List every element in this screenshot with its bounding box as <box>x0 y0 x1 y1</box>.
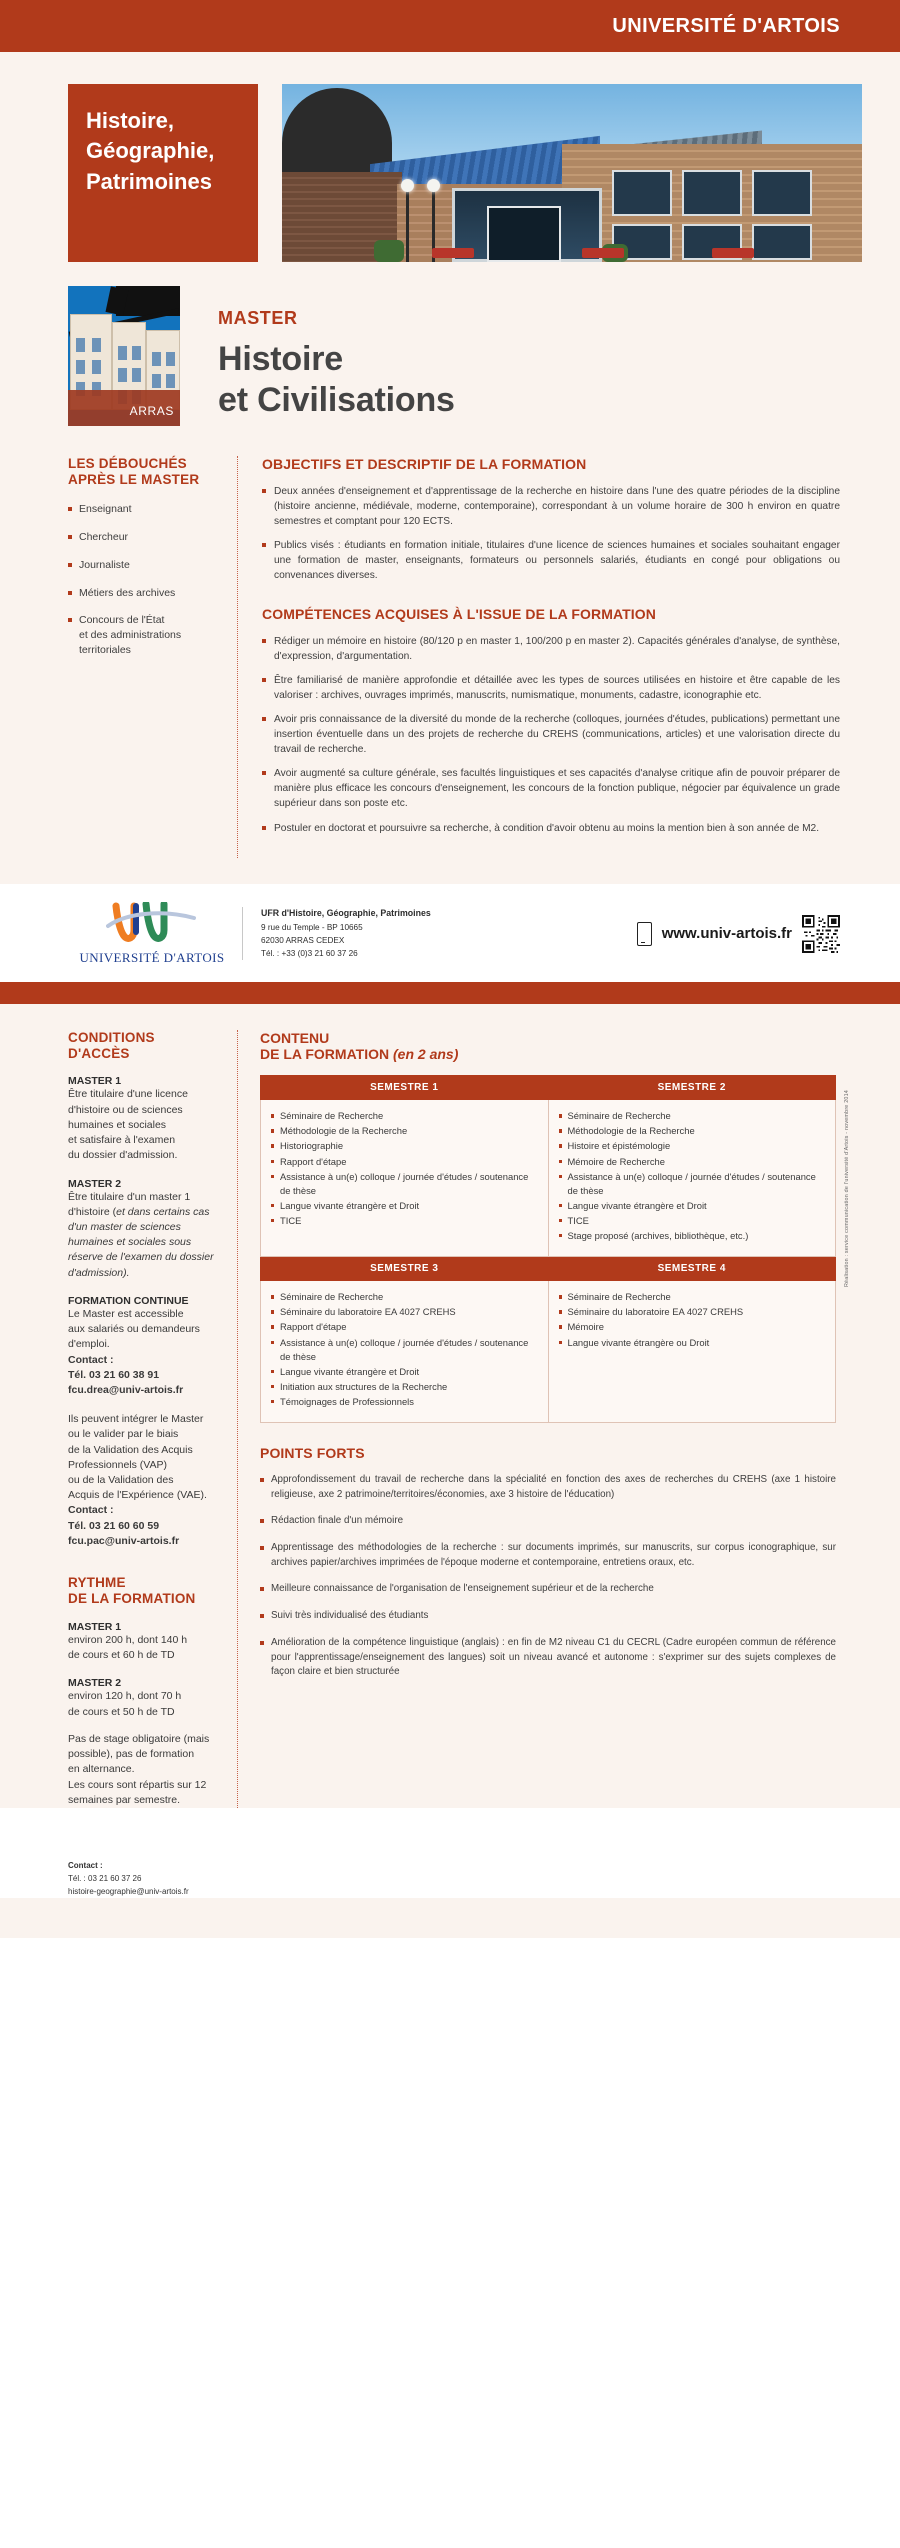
semester-header: SEMESTRE 4 <box>548 1257 836 1281</box>
fc-phone: Tél. 03 21 60 38 91 <box>68 1368 160 1381</box>
semester-course-list <box>271 1290 538 1409</box>
page-one <box>0 0 900 1004</box>
points-forts-item: Meilleure connaissance de l'organisation de l'enseignement supérieur et de la recherche <box>260 1582 836 1597</box>
page-two-main <box>238 1029 850 1808</box>
objectifs-item: Publics visés : étudiants en formation initiale, titulaires d'une licence de sciences humaines et sociales souhaitant engager une formation de master, enseignants, formateurs ou personnels salariés, étudiants en congé pour obligations ou convenances diverses. <box>262 538 840 583</box>
fc-contact-label: Contact : <box>68 1353 114 1366</box>
semester-course-item: Assistance à un(e) colloque / journée d'études / soutenance de thèse <box>271 1170 538 1198</box>
semester-course-item: Méthodologie de la Recherche <box>271 1124 538 1138</box>
semester-course-item: Séminaire de Recherche <box>271 1290 538 1304</box>
semester-course-item: Histoire et épistémologie <box>559 1139 826 1153</box>
red-divider <box>0 982 900 1004</box>
hero-section <box>0 52 900 262</box>
master1-title: MASTER 1 <box>68 1075 122 1088</box>
semester-content-row <box>261 1281 836 1423</box>
formation-continue-title: FORMATION CONTINUE <box>68 1294 189 1307</box>
semester-course-item: Séminaire de Recherche <box>271 1109 538 1123</box>
competences-item: Postuler en doctorat et poursuivre sa recherche, à condition d'avoir obtenu au moins la mention bien à son année de M2. <box>262 821 840 836</box>
university-name: UNIVERSITÉ D'ARTOIS <box>612 14 840 37</box>
semester-course-list <box>559 1290 826 1349</box>
qr-code-icon <box>802 915 840 953</box>
debouches-sidebar <box>68 456 238 858</box>
contenu-heading-line2: DE LA FORMATION <box>260 1046 390 1063</box>
fc-email[interactable]: fcu.drea@univ-artois.fr <box>68 1383 184 1396</box>
page-title <box>218 339 455 421</box>
master2-text-italic: et dans certains cas d'un master de sciences humaines et sociales sous réserve de l'examen du dossier d'admission). <box>68 1205 214 1279</box>
debouches-item: Concours de l'État et des administrations territoriales <box>68 613 219 658</box>
credits-note: Réalisation : service communication de l'université d'Artois - novembre 2014 <box>844 1089 850 1287</box>
campus-label: ARRAS <box>129 404 174 418</box>
semester-cell <box>548 1281 836 1423</box>
conditions-sidebar <box>68 1030 238 1808</box>
points-forts-item: Approfondissement du travail de recherche dans la spécialité en fonction des axes de recherches du CREHS (axe 1 histoire religieuse, axe 2 patrimoine/territoires/économies, axe 3 histoire de l'éducation) <box>260 1473 836 1502</box>
vap-contact-label: Contact : <box>68 1504 114 1517</box>
rythme-master2-text: environ 120 h, dont 70 h de cours et 50 h de TD <box>68 1690 182 1718</box>
artois-logo-icon <box>106 902 198 946</box>
competences-heading: COMPÉTENCES ACQUISES À L'ISSUE DE LA FORMATION <box>262 605 656 622</box>
semester-course-item: Séminaire du laboratoire EA 4027 CREHS <box>271 1305 538 1319</box>
bottom-contact-phone: Tél. : 03 21 60 37 26 <box>68 1873 142 1883</box>
conditions-heading: CONDITIONS D'ACCÈS <box>68 1029 155 1061</box>
semester-course-item: TICE <box>559 1214 826 1228</box>
web-zone <box>637 915 840 953</box>
university-logo-text: UNIVERSITÉ D'ARTOIS <box>79 949 225 965</box>
competences-item: Avoir augmenté sa culture générale, ses facultés linguistiques et ses capacités d'analyse critique afin de pouvoir préparer de manière plus efficace les concours d'enseignement, les concours de la fonction publique, négocier par équivalence un grade supérieur dans son poste etc. <box>262 766 840 811</box>
semester-course-item: Séminaire de Recherche <box>559 1290 826 1304</box>
semester-course-item: Initiation aux structures de la Recherche <box>271 1380 538 1394</box>
semester-course-item: Mémoire de Recherche <box>559 1155 826 1169</box>
address-street: 9 rue du Temple - BP 10665 <box>261 923 363 933</box>
rythme-note: Pas de stage obligatoire (mais possible), pas de formation en alternance. Les cours sont répartis sur 12 semaines par semestre. <box>68 1732 210 1806</box>
page-one-columns <box>0 426 900 858</box>
website-url[interactable]: www.univ-artois.fr <box>661 925 792 943</box>
bottom-contact <box>0 1808 900 1898</box>
semester-header-row <box>261 1257 836 1281</box>
competences-item: Rédiger un mémoire en histoire (80/120 p en master 1, 100/200 p en master 2). Capacités générales d'analyse, de synthèse, d'expression, d'argumentation. <box>262 634 840 664</box>
department-tag-label: Histoire, Géographie, Patrimoines <box>86 108 215 194</box>
rythme-block <box>68 1575 221 1808</box>
vap-vae-block <box>68 1412 221 1549</box>
formation-continue-text: Le Master est accessible aux salariés ou demandeurs d'emploi. <box>68 1307 200 1351</box>
objectifs-item: Deux années d'enseignement et d'apprentissage de la recherche en histoire dans l'une des quatre périodes de la discipline (histoire ancienne, médiévale, moderne, contemporaine), correspondant à un volume horaire de 300 h environ en quatre semestres et comptant pour 120 ECTS. <box>262 484 840 529</box>
points-forts-heading: POINTS FORTS <box>260 1445 365 1462</box>
master1-conditions <box>68 1075 221 1163</box>
semester-course-item: Langue vivante étrangère ou Droit <box>559 1336 826 1350</box>
competences-item: Être familiarisé de manière approfondie et détaillée avec les types de sources utilisées en histoire et être capable de les valoriser : archives, ouvrages imprimés, manuscrits, numismatique, monuments, cadastre, iconographie etc. <box>262 673 840 703</box>
debouches-item: Chercheur <box>68 530 219 545</box>
university-logo <box>68 902 236 966</box>
top-brand-bar <box>0 0 900 52</box>
department-tag <box>68 84 258 262</box>
formation-continue-block <box>68 1295 221 1398</box>
debouches-item: Enseignant <box>68 502 219 517</box>
semester-course-item: Langue vivante étrangère et Droit <box>271 1199 538 1213</box>
page-two <box>0 1004 900 1939</box>
footer-logo-strip <box>0 884 900 982</box>
bottom-contact-email[interactable]: histoire-geographie@univ-artois.fr <box>68 1886 189 1896</box>
master2-conditions <box>68 1178 221 1281</box>
competences-item: Avoir pris connaissance de la diversité du monde de la recherche (colloques, journées d'études, publications) permettant une insertion éventuelle dans un des projets de recherche du CREHS (communications, articles) et une valorisation directe du travail de recherche. <box>262 712 840 757</box>
master2-title: MASTER 2 <box>68 1177 122 1190</box>
semester-header: SEMESTRE 2 <box>548 1076 836 1100</box>
objectifs-heading: OBJECTIFS ET DESCRIPTIF DE LA FORMATION <box>262 456 587 472</box>
arras-photo <box>68 286 180 426</box>
semester-course-item: Assistance à un(e) colloque / journée d'études / soutenance de thèse <box>271 1336 538 1364</box>
debouches-item: Métiers des archives <box>68 586 219 601</box>
semester-course-item: Témoignages de Professionnels <box>271 1395 538 1409</box>
points-forts-list <box>260 1473 836 1680</box>
semester-course-item: Séminaire du laboratoire EA 4027 CREHS <box>559 1305 826 1319</box>
semester-course-item: Mémoire <box>559 1320 826 1334</box>
points-forts-item: Apprentissage des méthodologies de la recherche : sur documents imprimés, sur manuscrits, sur corpus iconographique, sur archives papier/archives imprimées de l'époque moderne et contemporaine, entretiens oraux, etc. <box>260 1541 836 1570</box>
semester-course-list <box>559 1109 826 1243</box>
semester-course-item: Séminaire de Recherche <box>559 1109 826 1123</box>
debouches-item: Journaliste <box>68 558 219 573</box>
vap-phone: Tél. 03 21 60 60 59 <box>68 1519 160 1532</box>
semester-header-row <box>261 1076 836 1100</box>
contenu-heading-line1: CONTENU <box>260 1029 330 1046</box>
debouches-list <box>68 502 219 658</box>
rythme-master2-title: MASTER 2 <box>68 1677 122 1690</box>
rythme-heading: RYTHME DE LA FORMATION <box>68 1575 196 1607</box>
semester-cell <box>261 1281 549 1423</box>
semester-cell <box>548 1100 836 1257</box>
vap-email[interactable]: fcu.pac@univ-artois.fr <box>68 1534 180 1547</box>
page-one-main <box>238 456 840 858</box>
page-two-columns <box>0 1004 900 1808</box>
semester-course-item: Stage proposé (archives, bibliothèque, etc.) <box>559 1229 826 1243</box>
degree-kicker: MASTER <box>218 308 298 328</box>
semester-course-list <box>271 1109 538 1228</box>
semester-course-item: Méthodologie de la Recherche <box>559 1124 826 1138</box>
semester-course-item: Langue vivante étrangère et Droit <box>559 1199 826 1213</box>
objectifs-section <box>262 456 840 584</box>
semester-course-item: Historiographie <box>271 1139 538 1153</box>
points-forts-item: Suivi très individualisé des étudiants <box>260 1609 836 1624</box>
mobile-phone-icon <box>637 922 652 946</box>
vap-text: Ils peuvent intégrer le Master ou le valider par le biais de la Validation des Acquis Professionnels (VAP) ou de la Validation des Acquis de l'Expérience (VAE). <box>68 1413 207 1502</box>
competences-section <box>262 606 840 836</box>
semester-table <box>260 1075 836 1423</box>
semester-course-item: TICE <box>271 1214 538 1228</box>
contenu-heading <box>260 1030 836 1064</box>
semester-course-item: Assistance à un(e) colloque / journée d'études / soutenance de thèse <box>559 1170 826 1198</box>
semester-header: SEMESTRE 1 <box>261 1076 549 1100</box>
master2-text: Être titulaire d'un master 1 d'histoire (et dans certains cas d'un master de sciences humaines et sociales sous réserve de l'examen du dossier d'admission). <box>68 1190 214 1279</box>
artois-logo-svg <box>106 902 198 946</box>
page-title-line-1: Histoire <box>218 340 343 378</box>
points-forts-item: Rédaction finale d'un mémoire <box>260 1514 836 1529</box>
points-forts-item: Amélioration de la compétence linguistique (anglais) : en fin de M2 niveau C1 du CECRL (Cadre européen commun de référence pour l'apprentissage/enseignement des langues) soit un niveau avancé et autonome : s'exprimer sur des sujets complexes de façon claire et bien structurée <box>260 1636 836 1680</box>
semester-course-item: Langue vivante étrangère et Droit <box>271 1365 538 1379</box>
semester-cell <box>261 1100 549 1257</box>
rythme-master1-title: MASTER 1 <box>68 1620 122 1633</box>
points-forts-section <box>260 1445 836 1680</box>
semester-header: SEMESTRE 3 <box>261 1257 549 1281</box>
objectifs-list <box>262 484 840 584</box>
address-phone: Tél. : +33 (0)3 21 60 37 26 <box>261 948 358 958</box>
ufr-address <box>242 907 431 961</box>
semester-course-item: Rapport d'étape <box>271 1320 538 1334</box>
bottom-contact-label: Contact : <box>68 1860 103 1870</box>
address-city: 62030 ARRAS CEDEX <box>261 936 345 946</box>
master1-text: Être titulaire d'une licence d'histoire ou de sciences humaines et sociales et satisfaire à l'examen du dossier d'admission. <box>68 1088 188 1162</box>
competences-list <box>262 634 840 836</box>
debouches-heading: LES DÉBOUCHÉS APRÈS LE MASTER <box>68 456 200 487</box>
semester-content-row <box>261 1100 836 1257</box>
ufr-name: UFR d'Histoire, Géographie, Patrimoines <box>261 907 431 918</box>
campus-building-photo <box>282 84 862 262</box>
rythme-master1-text: environ 200 h, dont 140 h de cours et 60 h de TD <box>68 1633 188 1662</box>
page-title-line-2: et Civilisations <box>218 380 455 419</box>
contenu-heading-duration: (en 2 ans) <box>393 1046 459 1063</box>
title-block <box>0 262 900 426</box>
semester-course-item: Rapport d'étape <box>271 1155 538 1169</box>
